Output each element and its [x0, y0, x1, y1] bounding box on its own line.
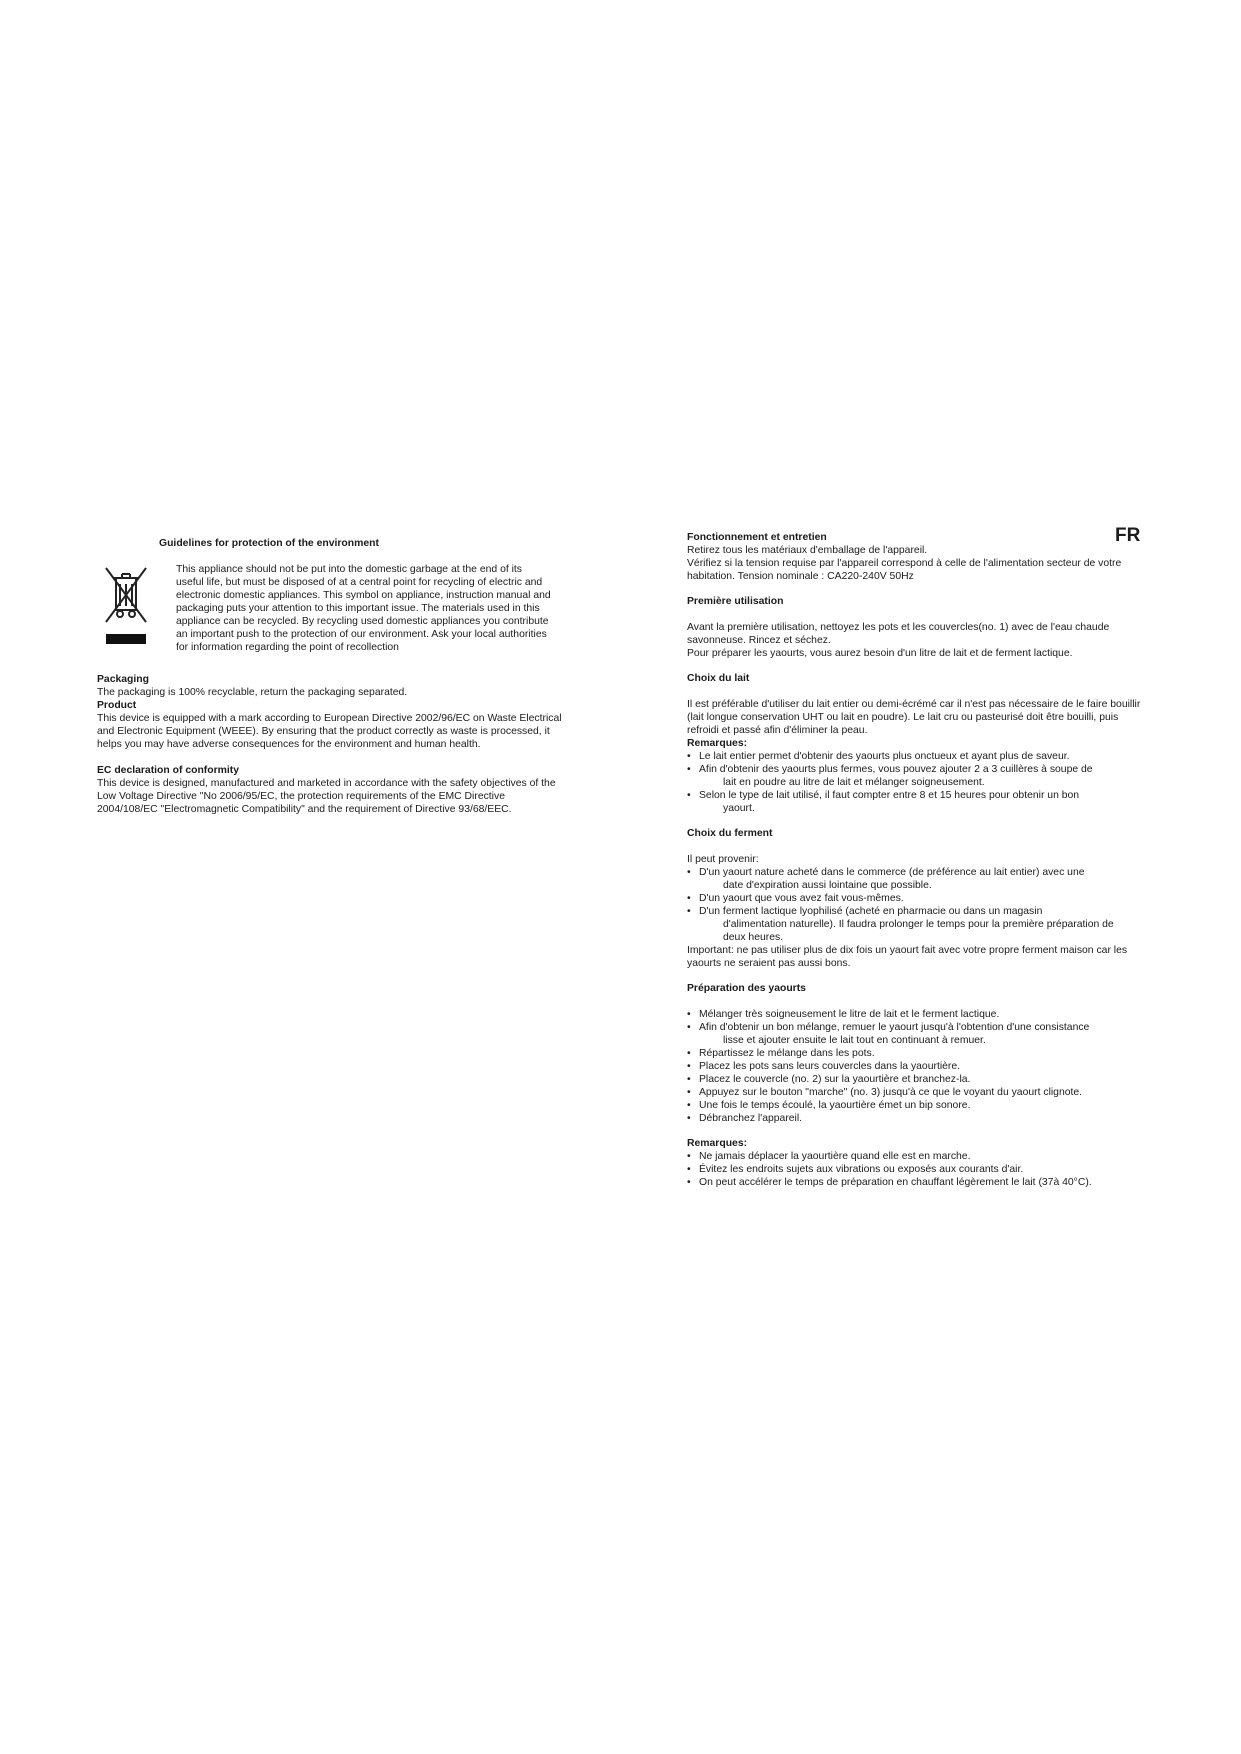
- right-column: [687, 531, 1147, 1189]
- section-ferment-list: [687, 866, 1147, 944]
- list-item: • D'un yaourt que vous avez fait vous-mêmes.: [687, 892, 1147, 905]
- section-fonctionnement-heading: Fonctionnement et entretien: [687, 532, 827, 543]
- section-remarques-heading: Remarques:: [687, 1138, 748, 1149]
- list-item: • Le lait entier permet d'obtenir des yaourts plus onctueux et ayant plus de saveur.: [687, 750, 1147, 763]
- section-lait-text: Il est préférable d'utiliser du lait entier ou demi-écrémé car il n'est pas nécessaire de le faire bouillir (lait longue conservation UHT ou lait en poudre). Le lait cru ou pasteurisé doit être bouilli, puis refroidi et passé afin d'éliminer la peau.: [687, 699, 1141, 736]
- list-item: • Débranchez l'appareil.: [687, 1112, 1147, 1125]
- section-preparation-list: [687, 1008, 1147, 1125]
- product-heading: Product: [97, 700, 137, 711]
- list-item: • Placez les pots sans leurs couvercles dans la yaourtière.: [687, 1060, 1147, 1073]
- section-remarques-list: [687, 1150, 1147, 1189]
- list-item: • Une fois le temps écoulé, la yaourtière émet un bip sonore.: [687, 1099, 1147, 1112]
- list-item: • On peut accélérer le temps de préparation en chauffant légèrement le lait (37à 40°C).: [687, 1176, 1147, 1189]
- section-fonctionnement-line: Vérifiez si la tension requise par l'appareil correspond à celle de l'alimentation secteur de votre habitation. Tension nominale : CA220-240V 50Hz: [687, 558, 1122, 582]
- section-lait-list: [687, 750, 1147, 815]
- packaging-heading: Packaging: [97, 674, 149, 685]
- list-item: • Répartissez le mélange dans les pots.: [687, 1047, 1147, 1060]
- ec-heading: EC declaration of conformity: [97, 765, 240, 776]
- list-item: • Appuyez sur le bouton "marche" (no. 3) jusqu'à ce que le voyant du yaourt clignote.: [687, 1086, 1147, 1099]
- product-text: This device is equipped with a mark according to European Directive 2002/96/EC on Waste Electrical and Electronic Equipment (WEEE). By ensuring that the product correctly as waste is processed, it helps you may have adverse consequences for the environment and human health.: [97, 713, 562, 750]
- list-item: • Mélanger très soigneusement le litre de lait et le ferment lactique.: [687, 1008, 1147, 1021]
- list-item: • Afin d'obtenir un bon mélange, remuer le yaourt jusqu'à l'obtention d'une consistance lisse et ajouter ensuite le lait tout en continuant à remuer.: [687, 1021, 1147, 1047]
- packaging-text: The packaging is 100% recyclable, return the packaging separated.: [97, 687, 408, 698]
- list-item: • Selon le type de lait utilisé, il faut compter entre 8 et 15 heures pour obtenir un bon yaourt.: [687, 789, 1147, 815]
- section-lait-heading: Choix du lait: [687, 673, 750, 684]
- language-tag: FR: [1115, 525, 1141, 546]
- section-ferment-important: Important: ne pas utiliser plus de dix fois un yaourt fait avec votre propre ferment maison car les yaourts ne seraient pas aussi bons.: [687, 945, 1128, 969]
- section-ferment-intro: Il peut provenir:: [687, 854, 759, 865]
- crossed-out-wheelie-bin-icon: [104, 566, 148, 646]
- list-item: • Ne jamais déplacer la yaourtière quand elle est en marche.: [687, 1150, 1147, 1163]
- section-premiere-heading: Première utilisation: [687, 596, 784, 607]
- section-ferment-heading: Choix du ferment: [687, 828, 773, 839]
- env-text: This appliance should not be put into the domestic garbage at the end of its useful life, but must be disposed of at a central point for recycling of electric and electronic domestic appliances. This symbol on appliance, instruction manual and packaging puts your attention to this important issue. The materials used in this appliance can be recycled. By recycling used domestic appliances you contribute an important push to the protection of our environment. Ask your local authorities for information regarding the point of recollection: [176, 564, 551, 653]
- section-premiere-line: Avant la première utilisation, nettoyez les pots et les couvercles(no. 1) avec de l'eau chaude savonneuse. Rincez et séchez.: [687, 622, 1110, 646]
- list-item: • Afin d'obtenir des yaourts plus fermes, vous pouvez ajouter 2 a 3 cuillères à soupe de lait en poudre au litre de lait et mélanger soigneusement.: [687, 763, 1147, 789]
- env-title: Guidelines for protection of the environment: [159, 538, 379, 549]
- env-block: [97, 563, 567, 673]
- list-item: • Évitez les endroits sujets aux vibrations ou exposés aux courants d'air.: [687, 1163, 1147, 1176]
- section-preparation-heading: Préparation des yaourts: [687, 983, 806, 994]
- section-fonctionnement-line: Retirez tous les matériaux d'emballage de l'appareil.: [687, 545, 928, 556]
- section-lait-remarks-heading: Remarques:: [687, 738, 748, 749]
- section-premiere-line: Pour préparer les yaourts, vous aurez besoin d'un litre de lait et de ferment lactique.: [687, 648, 1073, 659]
- ec-text: This device is designed, manufactured and marketed in accordance with the safety objectives of the Low Voltage Directive "No 2006/95/EC, the protection requirements of the EMC Directive 2004/108/EC "Electromagnetic Compatibility" and the requirement of Directive 93/68/EEC.: [97, 778, 556, 815]
- list-item: • Placez le couvercle (no. 2) sur la yaourtière et branchez-la.: [687, 1073, 1147, 1086]
- list-item: • D'un yaourt nature acheté dans le commerce (de préférence au lait entier) avec une date d'expiration aussi lointaine que possible.: [687, 866, 1147, 892]
- list-item: • D'un ferment lactique lyophilisé (acheté en pharmacie ou dans un magasin d'alimentation naturelle). Il faudra prolonger le temps pour la première préparation de deux heures.: [687, 905, 1147, 944]
- left-column: [97, 537, 567, 816]
